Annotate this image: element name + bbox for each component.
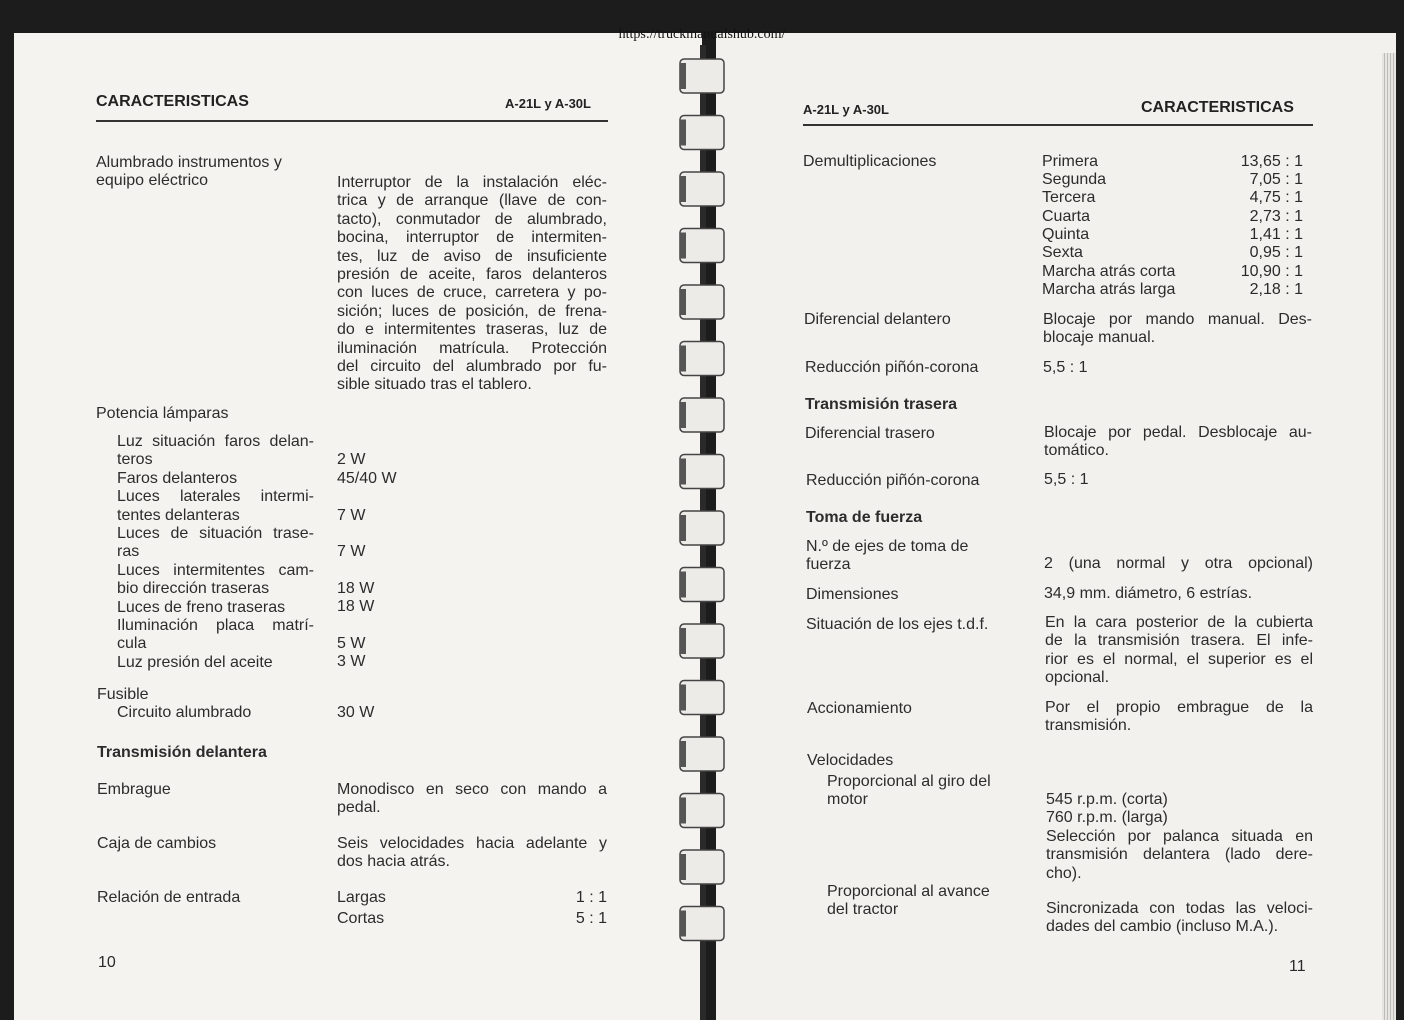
binding-ring-shadow bbox=[680, 233, 686, 259]
binding-ring bbox=[680, 568, 724, 602]
gear-ratio: 4,75 : 1 bbox=[1249, 189, 1303, 206]
gear-name: Tercera bbox=[1042, 189, 1096, 206]
binding-ring bbox=[680, 794, 724, 828]
lamp-value: 2 W bbox=[337, 451, 366, 468]
binding-ring bbox=[680, 342, 724, 376]
binding-ring bbox=[680, 455, 724, 489]
reduccion-trasera-label: Reducción piñón-corona bbox=[806, 472, 980, 489]
page-number-left: 10 bbox=[98, 954, 116, 971]
section-transmision-trasera: Transmisión trasera bbox=[805, 396, 958, 413]
binding-ring-shadow bbox=[680, 63, 686, 89]
lamp-value: 18 W bbox=[337, 598, 375, 615]
binding-ring-shadow bbox=[680, 572, 686, 598]
left-header-rule bbox=[96, 120, 608, 122]
binding-ring-shadow bbox=[680, 798, 686, 824]
page-number-right: 11 bbox=[1289, 958, 1306, 975]
binding-ring-shadow bbox=[680, 685, 686, 711]
binding-ring bbox=[680, 229, 724, 263]
spiral-binding bbox=[678, 45, 728, 1020]
situacion-label: Situación de los ejes t.d.f. bbox=[806, 616, 989, 633]
binding-ring-shadow bbox=[680, 628, 686, 654]
relacion-row-name: Cortas bbox=[337, 910, 385, 927]
left-header-title: CARACTERISTICAS bbox=[96, 93, 249, 110]
binding-ring-shadow bbox=[680, 346, 686, 372]
gear-name: Primera bbox=[1042, 153, 1099, 170]
velocidades-avance-description: Sincronizada con todas las veloci- dades del cambio (incluso M.A.). bbox=[1046, 900, 1313, 936]
gear-ratio: 13,65 : 1 bbox=[1240, 153, 1303, 170]
accionamiento-description: Por el propio embrague de la transmisión. bbox=[1045, 699, 1313, 735]
velocidades-motor-description: 545 r.p.m. (corta) 760 r.p.m. (larga) Selección por palanca situada en transmisión delantera (lado dere- cho). bbox=[1046, 791, 1313, 882]
page-edge-stack bbox=[1382, 53, 1396, 1020]
lamp-value: 18 W bbox=[337, 580, 375, 597]
gear-ratio: 0,95 : 1 bbox=[1249, 244, 1303, 261]
caja-label: Caja de cambios bbox=[97, 835, 217, 852]
gear-name: Segunda bbox=[1042, 171, 1107, 188]
gear-name: Quinta bbox=[1042, 226, 1090, 243]
gear-name: Marcha atrás corta bbox=[1042, 263, 1176, 280]
binding-ring-shadow bbox=[680, 176, 686, 202]
lamp-name: Luz situación faros delan- teros Faros delanteros Luces laterales intermi- tentes delanteras Luces de situación trase- ras Luces intermitentes cam- bio dirección traseras Luces de freno traseras Iluminación placa matrí- cula Luz presión del aceite bbox=[117, 433, 314, 671]
embrague-label: Embrague bbox=[97, 781, 171, 798]
embrague-description: Monodisco en seco con mando a pedal. bbox=[337, 781, 607, 817]
left-header-model: A-21L y A-30L bbox=[505, 96, 591, 111]
demult-label: Demultiplicaciones bbox=[803, 153, 937, 170]
dif-trasero-description: Blocaje por pedal. Desblocaje au- tomático. bbox=[1044, 424, 1312, 460]
dimensiones-label: Dimensiones bbox=[806, 586, 899, 603]
binding-ring-shadow bbox=[680, 120, 686, 146]
fusible-value: 30 W bbox=[337, 704, 375, 721]
reduccion-delantera-label: Reducción piñón-corona bbox=[805, 359, 979, 376]
alumbrado-description: Interruptor de la instalación eléc- trica y de arranque (llave de con- tacto), conmutador de alumbrado, bocina, interruptor de intermiten- tes, luz de aviso de insuficiente presión de aceite, faros delanteros con luces de cruce, carretera y po- sición; luces de posición, de frena- do e intermitentes traseras, luz de iluminación matrícula. Protección del circuito del alumbrado por fu- sible situado tras el tablero. bbox=[337, 174, 607, 394]
relacion-row-value: 5 : 1 bbox=[575, 910, 607, 927]
ejes-label: N.º de ejes de toma de fuerza bbox=[806, 538, 969, 574]
gear-name: Sexta bbox=[1042, 244, 1083, 261]
potencia-label: Potencia lámparas bbox=[96, 405, 229, 422]
dif-delantero-label: Diferencial delantero bbox=[804, 311, 951, 328]
ejes-description: 2 (una normal y otra opcional) bbox=[1044, 555, 1313, 572]
section-transmision-delantera: Transmisión delantera bbox=[97, 744, 267, 761]
alumbrado-label: Alumbrado instrumentos y equipo eléctrico bbox=[96, 154, 282, 190]
velocidades-motor-label: Proporcional al giro del motor bbox=[827, 773, 991, 809]
binding-ring bbox=[680, 907, 724, 941]
reduccion-delantera-value: 5,5 : 1 bbox=[1043, 359, 1088, 376]
binding-ring-shadow bbox=[680, 741, 686, 767]
velocidades-avance-label: Proporcional al avance del tractor bbox=[827, 883, 990, 919]
gear-name: Cuarta bbox=[1042, 208, 1091, 225]
right-page bbox=[716, 33, 1396, 1020]
lamp-value: 7 W bbox=[337, 543, 366, 560]
right-header-model: A-21L y A-30L bbox=[803, 102, 889, 117]
accionamiento-label: Accionamiento bbox=[807, 700, 912, 717]
gear-ratio: 2,18 : 1 bbox=[1249, 281, 1303, 298]
dif-delantero-description: Blocaje por mando manual. Des- blocaje manual. bbox=[1043, 311, 1312, 347]
binding-ring bbox=[680, 172, 724, 206]
binding-ring bbox=[680, 116, 724, 150]
gear-ratio: 1,41 : 1 bbox=[1249, 226, 1303, 243]
binding-ring-shadow bbox=[680, 515, 686, 541]
binding-ring bbox=[680, 850, 724, 884]
binding-ring bbox=[680, 398, 724, 432]
gear-ratio: 7,05 : 1 bbox=[1249, 171, 1303, 188]
section-toma-de-fuerza: Toma de fuerza bbox=[806, 509, 923, 526]
relacion-row-name: Largas bbox=[337, 889, 386, 906]
right-header-rule bbox=[803, 124, 1313, 126]
gear-ratio: 2,73 : 1 bbox=[1249, 208, 1303, 225]
binding-ring-shadow bbox=[680, 289, 686, 315]
situacion-description: En la cara posterior de la cubierta de la transmisión trasera. El infe- rior es el normal, el superior es el opcional. bbox=[1045, 614, 1313, 687]
binding-ring bbox=[680, 511, 724, 545]
lamp-value: 5 W bbox=[337, 635, 366, 652]
fusible-item: Circuito alumbrado bbox=[117, 704, 252, 721]
velocidades-label: Velocidades bbox=[807, 752, 894, 769]
lamp-value: 3 W bbox=[337, 653, 366, 670]
fusible-label: Fusible bbox=[97, 686, 149, 703]
binding-ring bbox=[680, 59, 724, 93]
binding-ring bbox=[680, 624, 724, 658]
gear-name: Marcha atrás larga bbox=[1042, 281, 1176, 298]
reduccion-trasera-value: 5,5 : 1 bbox=[1044, 471, 1089, 488]
binding-ring-shadow bbox=[680, 459, 686, 485]
relacion-row-value: 1 : 1 bbox=[575, 889, 607, 906]
source-url: https://truckmanualshub.com/ bbox=[618, 27, 786, 42]
gear-ratio: 10,90 : 1 bbox=[1240, 263, 1303, 280]
lamp-value: 7 W bbox=[337, 507, 366, 524]
binding-ring-shadow bbox=[680, 911, 686, 937]
binding-ring-shadow bbox=[680, 854, 686, 880]
lamp-value: 45/40 W bbox=[337, 470, 397, 487]
binding-ring bbox=[680, 681, 724, 715]
binding-ring bbox=[680, 285, 724, 319]
relacion-label: Relación de entrada bbox=[97, 889, 241, 906]
dif-trasero-label: Diferencial trasero bbox=[805, 425, 935, 442]
dimensiones-description: 34,9 mm. diámetro, 6 estrías. bbox=[1044, 585, 1253, 602]
binding-ring-shadow bbox=[680, 402, 686, 428]
right-header-title: CARACTERISTICAS bbox=[1141, 99, 1294, 116]
binding-ring bbox=[680, 737, 724, 771]
caja-description: Seis velocidades hacia adelante y dos hacia atrás. bbox=[337, 835, 607, 871]
left-page bbox=[14, 33, 702, 1020]
